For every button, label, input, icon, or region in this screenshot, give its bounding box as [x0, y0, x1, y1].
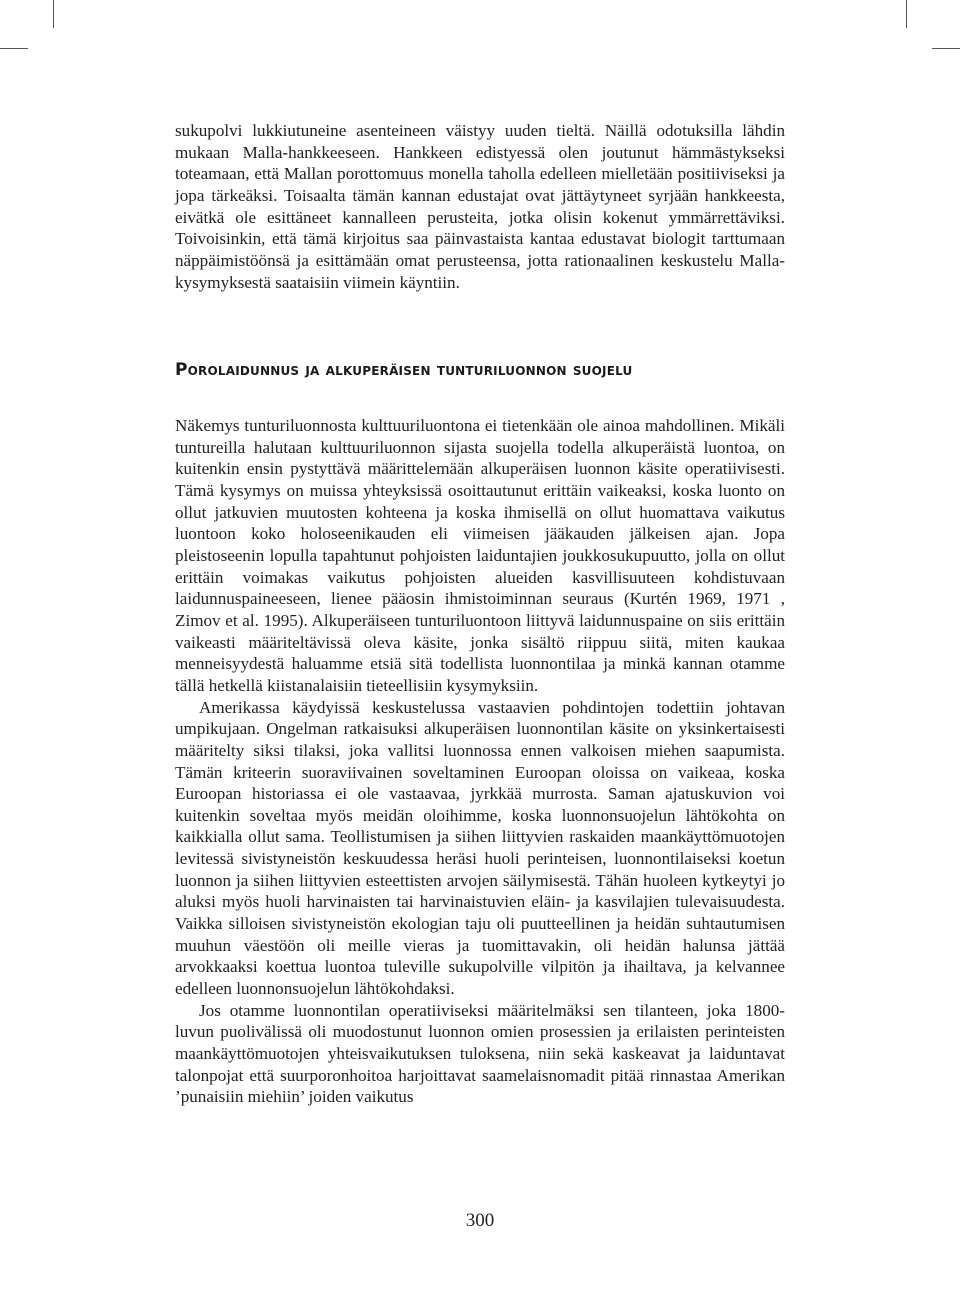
paragraph-section-3: Jos otamme luonnontilan operatiiviseksi määritelmäksi sen tilanteen, joka 1800-luvun puolivälissä oli muodostunut luonnon omien prosessien ja erilaisten perinteisten maankäyttömuotojen yhteisvaikutuksen tuloksena, niin sekä kaskeavat ja laiduntavat talonpojat että suurporonhoitoa harjoittavat saamelaisnomadit pitää rinnastaa Amerikan ’punaisiin miehiin’ joiden vaikutus	[175, 1000, 785, 1107]
crop-mark-top-right-vertical	[906, 0, 907, 28]
crop-mark-top-left-horizontal	[0, 48, 28, 49]
crop-mark-top-left-vertical	[53, 0, 54, 28]
crop-mark-top-right-horizontal	[932, 48, 960, 49]
paragraph-intro: sukupolvi lukkiutuneine asenteineen väistyy uuden tieltä. Näillä odotuksilla lähdin mukaan Malla-hankkeeseen. Hankkeen edistyessä olen joutunut hämmästykseksi toteamaan, että Mallan porottomuus monella taholla edelleen mielletään positiiviseksi ja jopa tärkeäksi. Toisaalta tämän kannan edustajat ovat jättäytyneet syrjään hankkeesta, eivätkä ole esittäneet kannalleen perusteita, jotka olisin kokenut ymmärrettäviksi. Toivoisinkin, että tämä kirjoitus saa päinvastaista kantaa edustavat biologit tarttumaan näppäimistöönsä ja esittämään omat perusteensa, jotta rationaalinen keskustelu Malla-kysymyksestä saataisiin viimein käyntiin.	[175, 121, 785, 292]
paragraph-section-1: Näkemys tunturiluonnosta kulttuuriluontona ei tietenkään ole ainoa mahdollinen. Mikäli tuntureilla halutaan kulttuuriluonnon sijasta suojella todella alkuperäistä luontoa, on kuitenkin ensin pystyttävä määrittelemään alkuperäisen luonnon käsite operatiivisesti. Tämä kysymys on muissa yhteyksissä osoittautunut erittäin vaikeaksi, koska luonto on ollut jatkuvien muutosten kohteena ja koska ihmisellä on ollut huomattava vaikutus luontoon koko holoseenikauden eli viimeisen jääkauden jälkeisen ajan. Jopa pleistoseenin lopulla tapahtunut pohjoisten laiduntajien joukkosukupuutto, jolla on ollut erittäin voimakas vaikutus pohjoisten alueiden kasvillisuuteen kohdistuvaan laidunnuspaineeseen, lienee pääosin ihmistoiminnan seuraus (Kurtén 1969, 1971 , Zimov et al. 1995). Alkuperäiseen tunturiluontoon liittyvä laidunnuspaine on siis erittäin vaikeasti määriteltävissä oleva käsite, jonka sisältö riippuu siitä, miten kaukaa menneisyydestä haluamme etsiä sitä todellista luonnontilaa ja minkä kannan otamme tällä hetkellä kiistanalaisiin tieteellisiin kysymyksiin.	[175, 416, 785, 695]
paragraph-section-2: Amerikassa käydyissä keskustelussa vastaavien pohdintojen todettiin johtavan umpikujaan. Ongelman ratkaisuksi alkuperäisen luonnontilan käsite on yksinkertaisesti määritelty siksi tilaksi, joka vallitsi luonnossa ennen valkoisen miehen saapumista. Tämän kriteerin suoraviivainen soveltaminen Euroopan oloissa on vaikeaa, koska Euroopan historiassa ei ole vastaavaa, jyrkkää murrosta. Saman ajatuskuvion voi kuitenkin soveltaa myös meidän oloihimme, koska luonnonsuojelun lähtökohta on kaikkialla ollut sama. Teollistumisen ja siihen liittyvien raskaiden maankäyttömuotojen levitessä sivistyneistön keskuudessa heräsi huoli perinteisen, luonnontilaiseksi koetun luonnon ja siihen liittyvien esteettisten arvojen säilymisestä. Tähän huoleen kytkeytyi jo aluksi myös huoli harvinaisten tai harvinaistuvien eläin- ja kasvilajien tulevaisuudesta. Vaikka silloisen sivistyneistön ekologian taju oli puutteellinen ja heidän suhtautumisen muuhun väestöön oli meille vieras ja tuomittavakin, oli heidän halunsa jättää arvokkaaksi koettua luontoa tuleville sukupolville vilpitön ja ihailtava, ja kelvannee edelleen luonnonsuojelun lähtökohdaksi.	[175, 697, 785, 999]
section-heading: Porolaidunnus ja alkuperäisen tunturiluonnon suojelu	[175, 360, 633, 380]
opening-text-block	[175, 120, 785, 293]
section-text-block	[175, 415, 785, 1108]
page-number: 300	[465, 1210, 495, 1231]
